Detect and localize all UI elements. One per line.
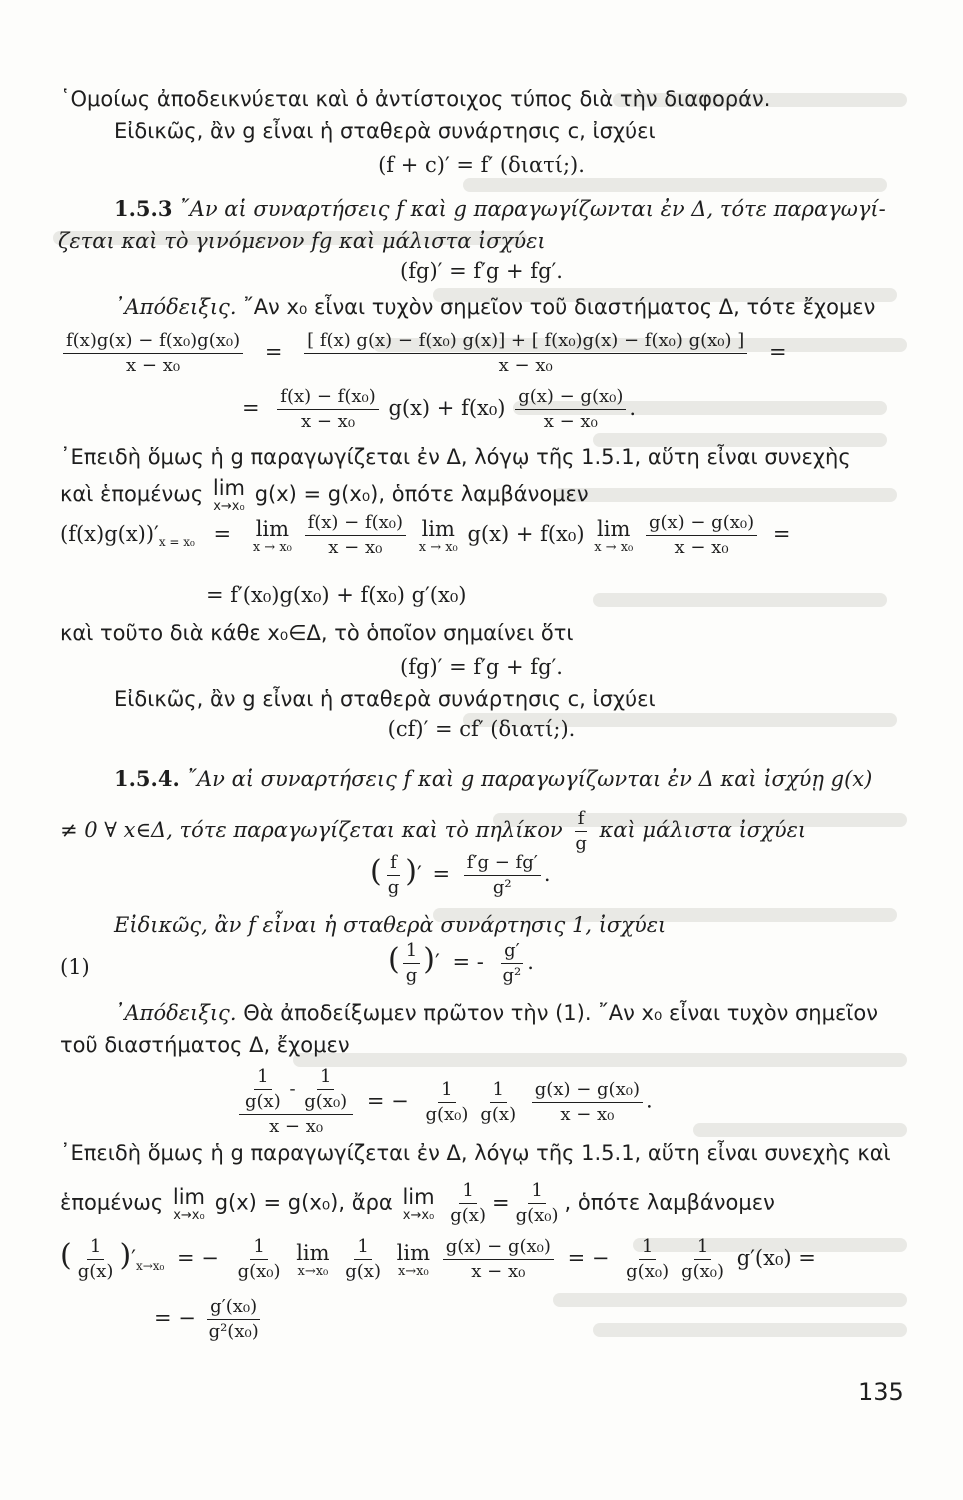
limit-subscript: x → x₀ bbox=[418, 539, 458, 555]
text: ἑπομένως bbox=[60, 1190, 164, 1215]
fraction: $\frac{1}{g(x)}$ - $\frac{1}{\text{g(x₀)}}$ x − x₀ bbox=[239, 1066, 353, 1138]
equation-label: (1) bbox=[60, 955, 90, 979]
paragraph-line: ῾Ομοίως ἀποδεικνύεται καὶ ὁ ἀντίστοιχος τύπος διὰ τὴν διαφοράν. bbox=[60, 87, 771, 111]
limit bbox=[419, 517, 458, 555]
limit-subscript: x→x₀ bbox=[173, 1207, 205, 1223]
equation: $\frac{1}{g(x)}$ - $\frac{1}{\text{g(x₀)}}$ x − x₀ = − $\frac{1}{\text{g(x₀)}}$ $\frac{1}{g(x)}$ $\frac{\text{g(x) − g(x₀)}}{\text{x − x₀}}$ . bbox=[236, 1066, 653, 1138]
limit-subscript: x→x₀ bbox=[213, 499, 245, 514]
paragraph-line: καὶ τοῦτο διὰ κάθε x₀∈Δ, τὸ ὁποῖον σημαίνει ὅτι bbox=[60, 621, 574, 645]
theorem-line: ζεται καὶ τὸ γινόμενον fg καὶ μάλιστα ἰσχύει bbox=[58, 229, 546, 253]
proof-text: Θὰ ἀποδείξωμεν πρῶτον τὴν (1). ῎Αν x₀ εἶναι τυχὸν σημεῖον bbox=[243, 1001, 878, 1025]
text: g(x) = g(x₀), ἄρα bbox=[214, 1190, 393, 1215]
equation: = $\frac{\text{f(x) − f(x₀)}}{\text{x − x₀}}$ g(x) + f(x₀) $\frac{\text{g(x) − g(x₀)}}{\text{x − x₀}}$ . bbox=[242, 386, 637, 432]
denominator: x − x₀ bbox=[498, 355, 553, 376]
theorem-line bbox=[60, 808, 806, 855]
denominator: g² bbox=[502, 965, 522, 986]
denominator: g² bbox=[492, 877, 512, 898]
theorem-text: καὶ μάλιστα ἰσχύει bbox=[599, 818, 807, 842]
numerator: g(x) − g(x₀) bbox=[515, 386, 626, 410]
denominator: g²(x₀) bbox=[208, 1321, 259, 1342]
numerator: g′(x₀) bbox=[207, 1296, 260, 1320]
equation: ( $\frac{1}{g(x)}$ )$'_{x\to x_0}$ = − $\frac{1}{\text{g(x₀)}}$ lim x→x₀ $\frac{1}{g(x)}$ lim x→x₀ $\frac{\text{g(x) − g(x₀)}}{\text{x − x₀}}$ = − $\frac{1}{\text{g(x₀)}}$ $\frac{1}{\text{g(x₀)}}$ g′(x₀) = bbox=[60, 1236, 816, 1282]
denominator: g bbox=[575, 833, 587, 854]
numerator: f(x)g(x) − f(x₀)g(x₀) bbox=[63, 330, 243, 354]
paragraph-line: Εἰδικῶς, ἂν g εἶναι ἡ σταθερὰ συνάρτησις c, ἰσχύει bbox=[114, 687, 656, 711]
paragraph-line: Εἰδικῶς, ἂν g εἶναι ἡ σταθερὰ συνάρτησις c, ἰσχύει bbox=[114, 119, 656, 143]
limit-subscript: x → x₀ bbox=[594, 539, 634, 555]
equation: (fg)′ = f′g + fg′. bbox=[400, 259, 563, 283]
equation: (cf)′ = cf′ (διατί;). bbox=[387, 717, 576, 741]
paragraph-line: Εἰδικῶς, ἂν f εἶναι ἡ σταθερὰ συνάρτησις 1, ἰσχύει bbox=[114, 913, 667, 937]
fraction bbox=[464, 852, 541, 899]
expression: g(x) + f(x₀) bbox=[467, 522, 585, 546]
limit-subscript: x → x₀ bbox=[252, 539, 292, 555]
limit-word: lim bbox=[212, 476, 246, 500]
fraction bbox=[63, 330, 243, 377]
page-number: 135 bbox=[858, 1378, 904, 1406]
subscript: x = x₀ bbox=[158, 535, 195, 550]
fraction bbox=[206, 1296, 262, 1343]
limit-word: lim bbox=[402, 1184, 435, 1209]
numerator: f bbox=[387, 852, 400, 876]
theorem-number: 1.5.3 bbox=[114, 196, 173, 221]
limit bbox=[402, 1185, 434, 1223]
fraction bbox=[500, 940, 525, 987]
equation: $(f(x)g(x))'_{x = x_0}$ = lim x → x₀ $\frac{\text{f(x) − f(x₀)}}{\text{x − x₀}}$ lim x → x₀ g(x) + f(x₀) lim x → x₀ $\frac{\text{g(x) − g(x₀)}}{\text{x − x₀}}$ = bbox=[60, 512, 791, 558]
proof-line bbox=[114, 1000, 878, 1026]
theorem-text: ῎Αν αἱ συναρτήσεις f καὶ g παραγωγίζωνται ἐν Δ, τότε παραγωγί- bbox=[179, 197, 886, 221]
limit-subscript: x→x₀ bbox=[402, 1207, 435, 1223]
text: καὶ ἑπομένως bbox=[60, 482, 204, 506]
equation: = − $\frac{\text{g′(x₀)}}{\text{g²(x₀)}}$ bbox=[154, 1296, 265, 1343]
limit-word: lim bbox=[255, 516, 290, 541]
proof-text: ῎Αν x₀ εἶναι τυχὸν σημεῖον τοῦ διαστήματος Δ, τότε ἔχομεν bbox=[243, 295, 876, 319]
theorem-text: ≠ 0 ∀ x∈Δ, τότε παραγωγίζεται καὶ τὸ πηλίκον bbox=[60, 818, 563, 842]
numerator: g′ bbox=[501, 940, 523, 964]
numerator: f(x) − f(x₀) bbox=[277, 386, 378, 410]
fraction bbox=[515, 386, 626, 433]
fraction bbox=[304, 330, 747, 377]
paragraph-line: ἑπομένως lim x→x₀ g(x) = g(x₀), ἄρα lim x→x₀ $\frac{1}{g(x)}$ = $\frac{1}{\text{g(x₀)}}$ , ὁπότε λαμβάνομεν bbox=[60, 1180, 775, 1226]
fraction bbox=[385, 852, 403, 899]
theorem-number: 1.5.4. bbox=[114, 766, 180, 791]
denominator: x − x₀ bbox=[674, 537, 729, 558]
equation: (fg)′ = f′g + fg′. bbox=[400, 655, 563, 679]
theorem-text: ῎Αν αἱ συναρτήσεις f καὶ g παραγωγίζωνται ἐν Δ καὶ ἰσχύῃ g(x) bbox=[186, 767, 873, 791]
equation: = f′(x₀)g(x₀) + f(x₀) g′(x₀) bbox=[206, 583, 467, 607]
expression: g(x) + f(x₀) bbox=[388, 396, 506, 420]
limit-word: lim bbox=[597, 516, 631, 541]
fraction bbox=[572, 808, 590, 855]
limit bbox=[213, 476, 245, 514]
theorem-line bbox=[114, 766, 872, 792]
limit bbox=[173, 1185, 205, 1223]
limit bbox=[253, 517, 292, 555]
equation: ( $\frac{1}{g}$ )′ = - $\frac{g'}{\text{g²}}$ . bbox=[388, 940, 534, 986]
numerator: f bbox=[575, 808, 588, 832]
expression: (f(x)g(x))′ bbox=[60, 522, 159, 546]
fraction bbox=[646, 512, 757, 559]
equation: $\frac{\text{f(x)g(x) − f(x₀)g(x₀)}}{\text{x − x₀}}$ = $\frac{\text{[ f(x) g(x) − f(x₀) g(x)] + [ f(x₀)g(x) − f(x₀) g(x₀) ]}}{\text{x − x₀}}$ = bbox=[60, 330, 787, 377]
paragraph-line: ᾿Επειδὴ ὅμως ἡ g παραγωγίζεται ἐν Δ, λόγῳ τῆς 1.5.1, αὕτη εἶναι συνεχὴς bbox=[60, 445, 851, 469]
numerator: f′g − fg′ bbox=[464, 852, 541, 876]
denominator: g bbox=[387, 877, 400, 898]
numerator: [ f(x) g(x) − f(x₀) g(x)] + [ f(x₀)g(x) − f(x₀) g(x₀) ] bbox=[304, 330, 747, 354]
denominator: x − x₀ bbox=[543, 411, 598, 432]
denominator: x − x₀ bbox=[328, 537, 383, 558]
equation: (f + c)′ = f′ (διατί;). bbox=[378, 153, 585, 177]
numerator: f(x) − f(x₀) bbox=[305, 512, 406, 536]
denominator: x − x₀ bbox=[301, 411, 356, 432]
fraction bbox=[305, 512, 406, 559]
theorem-line bbox=[114, 196, 886, 222]
equation: ( $\frac{f}{g}$ )′ = $\frac{f'g - fg'}{\text{g²}}$ . bbox=[370, 852, 551, 898]
limit-word: lim bbox=[421, 516, 455, 541]
text: ὁπότε λαμβάνομεν bbox=[577, 1190, 775, 1215]
proof-label: ᾿Απόδειξις. bbox=[114, 295, 237, 319]
text: g(x) = g(x₀), ὁπότε λαμβάνομεν bbox=[254, 482, 589, 506]
proof-label: ᾿Απόδειξις. bbox=[114, 1001, 237, 1025]
denominator: g bbox=[405, 965, 418, 986]
limit-word: lim bbox=[172, 1184, 206, 1209]
proof-line: τοῦ διαστήματος Δ, ἔχομεν bbox=[60, 1033, 350, 1057]
limit bbox=[594, 517, 633, 555]
paragraph-line: ᾿Επειδὴ ὅμως ἡ g παραγωγίζεται ἐν Δ, λόγῳ τῆς 1.5.1, αὕτη εἶναι συνεχὴς καὶ bbox=[60, 1141, 891, 1165]
numerator: g(x) − g(x₀) bbox=[646, 512, 757, 536]
paragraph-line bbox=[60, 476, 589, 514]
fraction: $\frac{1}{g}$ bbox=[403, 940, 421, 987]
fraction bbox=[277, 386, 378, 433]
proof-line bbox=[114, 294, 875, 320]
denominator: x − x₀ bbox=[126, 355, 181, 376]
